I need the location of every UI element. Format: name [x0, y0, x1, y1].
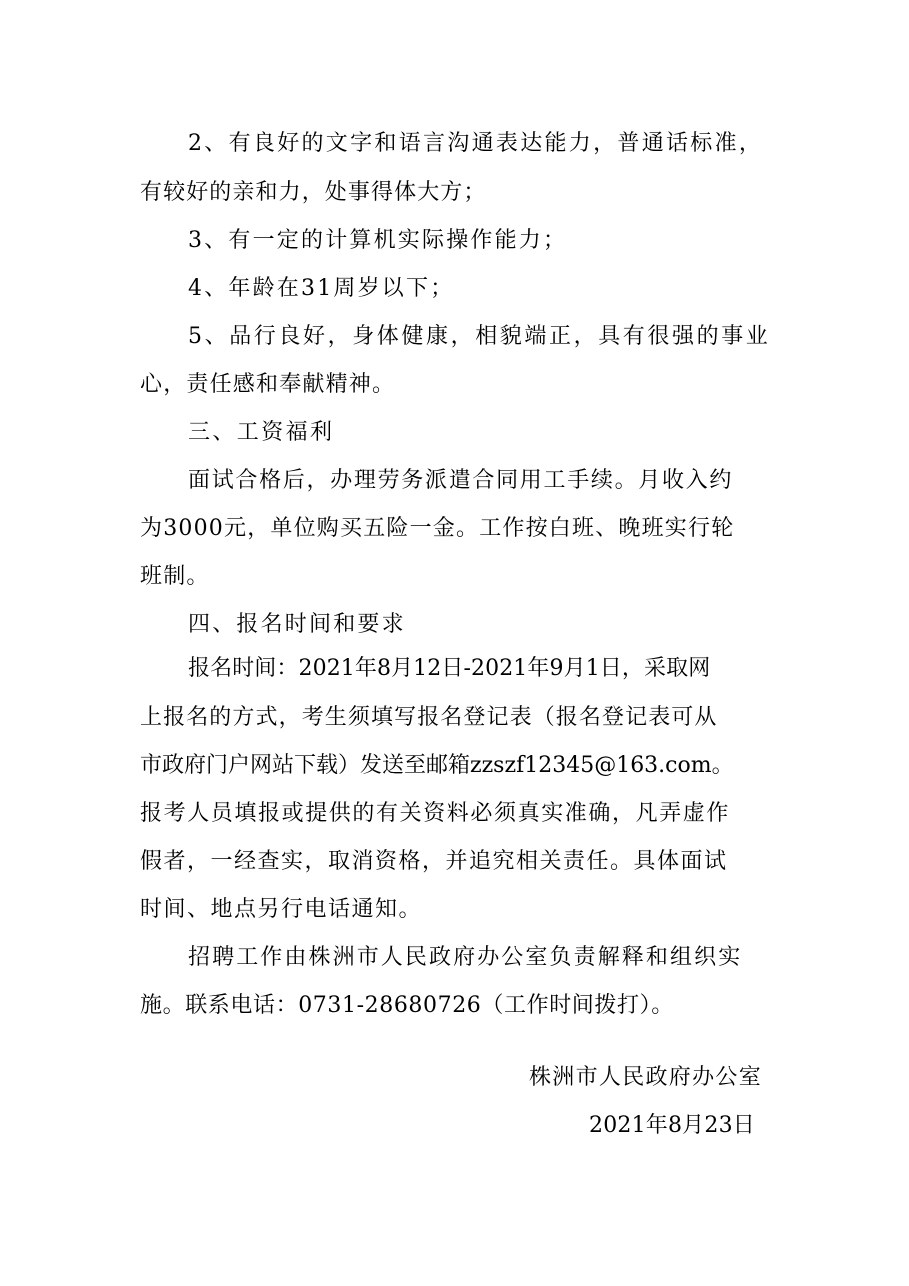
section-heading-salary: 三、工资福利: [188, 420, 335, 445]
paragraph-line: 4、年龄在31周岁以下；: [188, 276, 455, 301]
paragraph-line: 假者，一经查实，取消资格，并追究相关责任。具体面试: [140, 849, 728, 874]
paragraph-line: 面试合格后，办理劳务派遣合同用工手续。月收入约: [188, 468, 734, 493]
paragraph-line: 2、有良好的文字和语言沟通表达能力，普通话标准，: [188, 131, 764, 156]
paragraph-line: 5、品行良好，身体健康，相貌端正，具有很强的事业: [188, 324, 771, 349]
paragraph-line: 有较好的亲和力，处事得体大方；: [140, 180, 487, 205]
paragraph-line: 3、有一定的计算机实际操作能力；: [188, 228, 568, 253]
paragraph-line: 为3000元，单位购买五险一金。工作按白班、晚班实行轮: [140, 516, 735, 541]
paragraph-line: 心，责任感和奉献精神。: [140, 372, 396, 397]
paragraph-line: 时间、地点另行电话通知。: [140, 897, 423, 922]
paragraph-line: 报考人员填报或提供的有关资料必须真实准确，凡弄虚作: [140, 801, 731, 826]
paragraph-line: 招聘工作由株洲市人民政府办公室负责解释和组织实: [188, 945, 743, 970]
paragraph-line: 上报名的方式，考生须填写报名登记表（报名登记表可从: [140, 705, 718, 730]
paragraph-line: 施。联系电话：0731-28680726（工作时间拨打）。: [140, 993, 674, 1018]
signature-date: 2021年8月23日: [589, 1113, 755, 1138]
paragraph-line: 班制。: [140, 564, 210, 589]
signature-organization: 株洲市人民政府办公室: [529, 1065, 763, 1090]
paragraph-line: 报名时间：2021年8月12日-2021年9月1日，采取网: [188, 656, 711, 681]
section-heading-registration: 四、报名时间和要求: [188, 612, 406, 637]
paragraph-line: 市政府门户网站下载）发送至邮箱zzszf12345@163.com。: [140, 753, 734, 778]
